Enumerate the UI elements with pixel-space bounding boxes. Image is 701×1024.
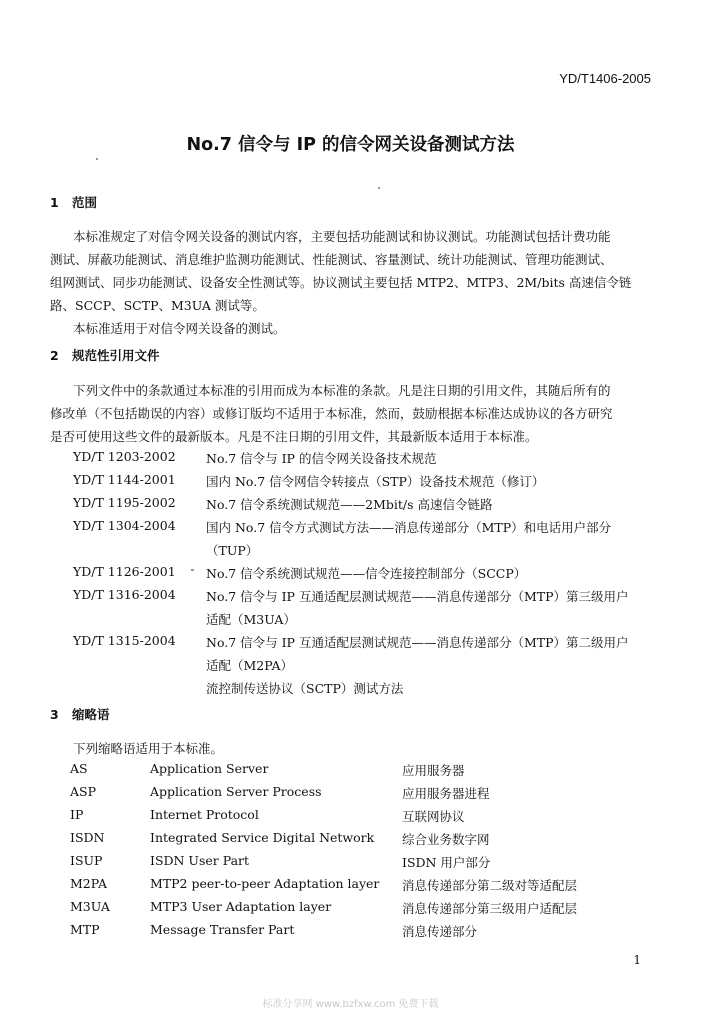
header-standard-code: YD/T1406-2005 — [559, 71, 651, 86]
paragraph-line: 本标准规定了对信令网关设备的测试内容，主要包括功能测试和协议测试。功能测试包括计费功能 — [73, 229, 611, 244]
abbreviation: M3UA — [70, 899, 110, 914]
document-title: No.7 信令与 IP 的信令网关设备测试方法 — [186, 135, 515, 155]
abbreviation-chinese: 消息传递部分第三级用户适配层 — [402, 901, 578, 916]
reference-title: No.7 信令与 IP 的信令网关设备技术规范 — [206, 451, 437, 466]
abbreviation-chinese: 消息传递部分第二级对等适配层 — [402, 878, 578, 893]
abbreviation-chinese: ISDN 用户部分 — [402, 855, 491, 870]
paragraph-line: 下列文件中的条款通过本标准的引用而成为本标准的条款。凡是注日期的引用文件，其随后所有的 — [73, 383, 611, 398]
paragraph-line: 本标准适用于对信令网关设备的测试。 — [73, 321, 286, 336]
abbreviation-english: MTP3 User Adaptation layer — [150, 899, 332, 914]
abbreviation-chinese: 消息传递部分 — [402, 924, 478, 939]
scan-speck — [378, 187, 380, 189]
paragraph-line: 路、SCCP、SCTP、M3UA 测试等。 — [50, 298, 265, 313]
section-3-heading — [50, 705, 110, 723]
section-title: 缩略语 — [72, 707, 110, 722]
reference-code: YD/T 1195-2002 — [73, 495, 176, 510]
page-number: 1 — [633, 953, 641, 967]
section-number: 3 — [50, 707, 59, 722]
section-2-heading — [50, 346, 160, 364]
abbreviation-english: Application Server — [150, 761, 269, 776]
reference-code: YD/T 1203-2002 — [73, 449, 176, 464]
reference-code: YD/T 1144-2001 — [73, 472, 176, 487]
reference-title-continued: （TUP） — [206, 543, 259, 558]
reference-code: YD/T 1126-2001 — [73, 564, 176, 579]
reference-title: No.7 信令系统测试规范——信令连接控制部分（SCCP） — [206, 566, 527, 581]
abbreviation-english: ISDN User Part — [150, 853, 250, 868]
abbreviation: MTP — [70, 922, 100, 937]
abbreviation-english: Application Server Process — [150, 784, 322, 799]
abbreviation: IP — [70, 807, 84, 822]
abbreviation: M2PA — [70, 876, 108, 891]
paragraph-line: 组网测试、同步功能测试、设备安全性测试等。协议测试主要包括 MTP2、MTP3、2M/bits 高速信令链 — [50, 275, 632, 290]
reference-code: YD/T 1316-2004 — [73, 587, 176, 602]
abbreviation-english: Internet Protocol — [150, 807, 259, 822]
footer-watermark: 标准分享网 www.bzfxw.com 免费下载 — [262, 999, 439, 1010]
abbreviation-chinese: 应用服务器进程 — [402, 786, 490, 801]
paragraph-line: 修改单（不包括勘误的内容）或修订版均不适用于本标准，然而，鼓励根据本标准达成协议的各方研究 — [50, 406, 613, 421]
section-title: 规范性引用文件 — [72, 348, 160, 363]
section-number: 2 — [50, 348, 59, 363]
reference-title-continued: 适配（M3UA） — [206, 612, 296, 627]
reference-title-continued: 适配（M2PA） — [206, 658, 294, 673]
reference-title: 国内 No.7 信令网信令转接点（STP）设备技术规范（修订） — [206, 474, 545, 489]
abbreviation: ISDN — [70, 830, 105, 845]
abbreviation-english: Integrated Service Digital Network — [150, 830, 375, 845]
abbreviation: ASP — [70, 784, 97, 799]
reference-title: No.7 信令系统测试规范——2Mbit/s 高速信令链路 — [206, 497, 493, 512]
paragraph-line: 下列缩略语适用于本标准。 — [73, 741, 224, 756]
abbreviation-chinese: 互联网协议 — [402, 809, 465, 824]
abbreviation-chinese: 综合业务数字网 — [402, 832, 490, 847]
section-title: 范围 — [72, 195, 98, 210]
abbreviation: AS — [70, 761, 88, 776]
reference-code: YD/T 1315-2004 — [73, 633, 176, 648]
reference-title: No.7 信令与 IP 互通适配层测试规范——消息传递部分（MTP）第三级用户 — [206, 589, 629, 604]
paragraph-line: 测试、屏蔽功能测试、消息维护监测功能测试、性能测试、容量测试、统计功能测试、管理功能测试、 — [50, 252, 613, 267]
reference-code: YD/T 1304-2004 — [73, 518, 176, 533]
abbreviation-english: Message Transfer Part — [150, 922, 295, 937]
scan-speck — [96, 158, 98, 160]
paragraph-line: 是否可使用这些文件的最新版本。凡是不注日期的引用文件，其最新版本适用于本标准。 — [50, 429, 538, 444]
section-number: 1 — [50, 195, 59, 210]
abbreviation-chinese: 应用服务器 — [402, 763, 465, 778]
abbreviation-english: MTP2 peer-to-peer Adaptation layer — [150, 876, 380, 891]
scan-speck — [191, 569, 194, 571]
section-1-heading — [50, 193, 97, 211]
reference-title: 国内 No.7 信令方式测试方法——消息传递部分（MTP）和电话用户部分 — [206, 520, 612, 535]
reference-title-continued: 流控制传送协议（SCTP）测试方法 — [206, 681, 404, 696]
reference-title: No.7 信令与 IP 互通适配层测试规范——消息传递部分（MTP）第二级用户 — [206, 635, 629, 650]
abbreviation: ISUP — [70, 853, 103, 868]
